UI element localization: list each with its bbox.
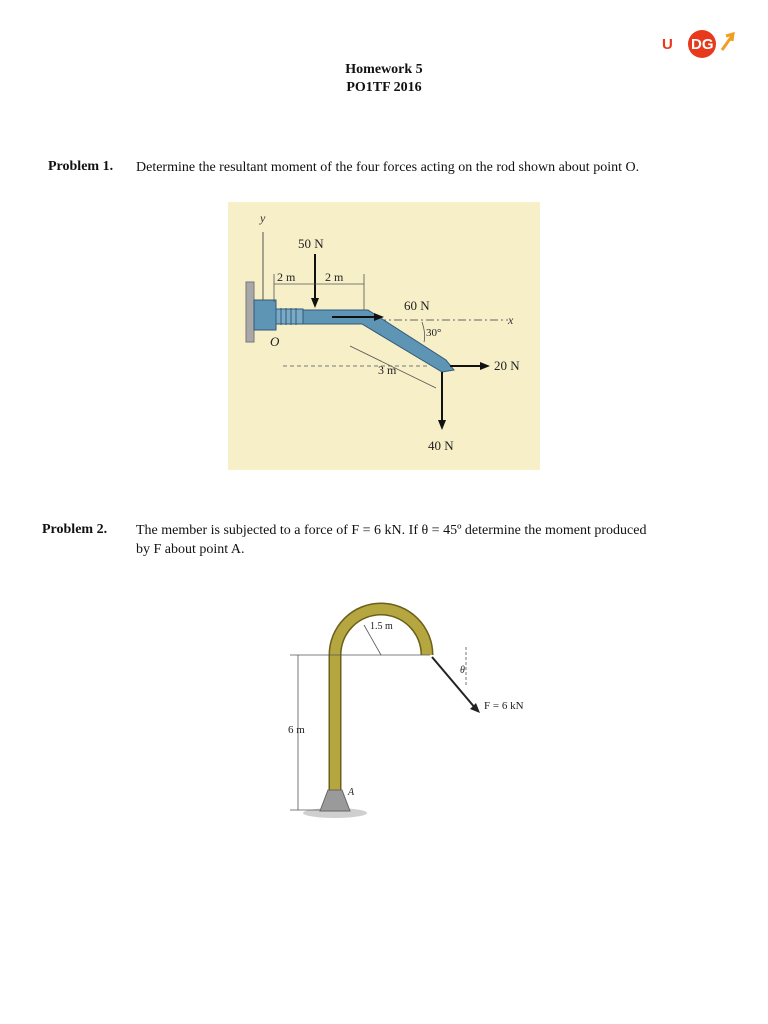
udg-logo-mark [660, 28, 740, 64]
radius-label: 1.5 m [370, 621, 393, 632]
dimension-3m: 3 m [378, 363, 397, 377]
base-support [320, 790, 350, 811]
force-60n-label: 60 N [404, 298, 430, 313]
member-outline [335, 609, 427, 807]
homework-title: Homework 5 [345, 62, 423, 77]
force-50n-label: 50 N [298, 236, 324, 251]
udg-logo [660, 28, 740, 64]
x-axis-label: x [508, 313, 514, 327]
problem2-label: Problem 2. [42, 522, 108, 537]
problem2-text-line2: by F about point A. [136, 542, 245, 557]
y-axis-label: y [260, 211, 266, 225]
logo-letters-dg: DG [691, 36, 714, 53]
origin-label: O [270, 334, 280, 349]
dimension-2m-second: 2 m [325, 270, 344, 284]
wall-bracket [254, 300, 276, 330]
force-label: F = 6 kN [484, 700, 524, 712]
problem1-figure [228, 202, 540, 470]
problem2-text-line1: The member is subjected to a force of F = 6 kN. If θ = 45º determine the moment produced [136, 523, 647, 538]
force-arrow [432, 657, 476, 709]
force-20n-label: 20 N [494, 358, 520, 373]
problem1-text: Determine the resultant moment of the four forces acting on the rod shown about point O. [136, 160, 640, 175]
theta-label: θ [460, 665, 465, 676]
problem1-label: Problem 1. [48, 159, 114, 174]
dimension-2m-first: 2 m [277, 270, 296, 284]
force-40n-label: 40 N [428, 438, 454, 453]
dimension-6m: 6 m [288, 724, 305, 736]
problem2-figure [280, 585, 550, 830]
course-code: PO1TF 2016 [346, 80, 422, 95]
logo-letter-u: U [662, 36, 673, 53]
point-a-label: A [348, 787, 355, 798]
member-body [335, 609, 427, 807]
angle-label: 30° [426, 327, 442, 339]
wall-support [246, 282, 254, 342]
rod-thread [276, 309, 303, 324]
